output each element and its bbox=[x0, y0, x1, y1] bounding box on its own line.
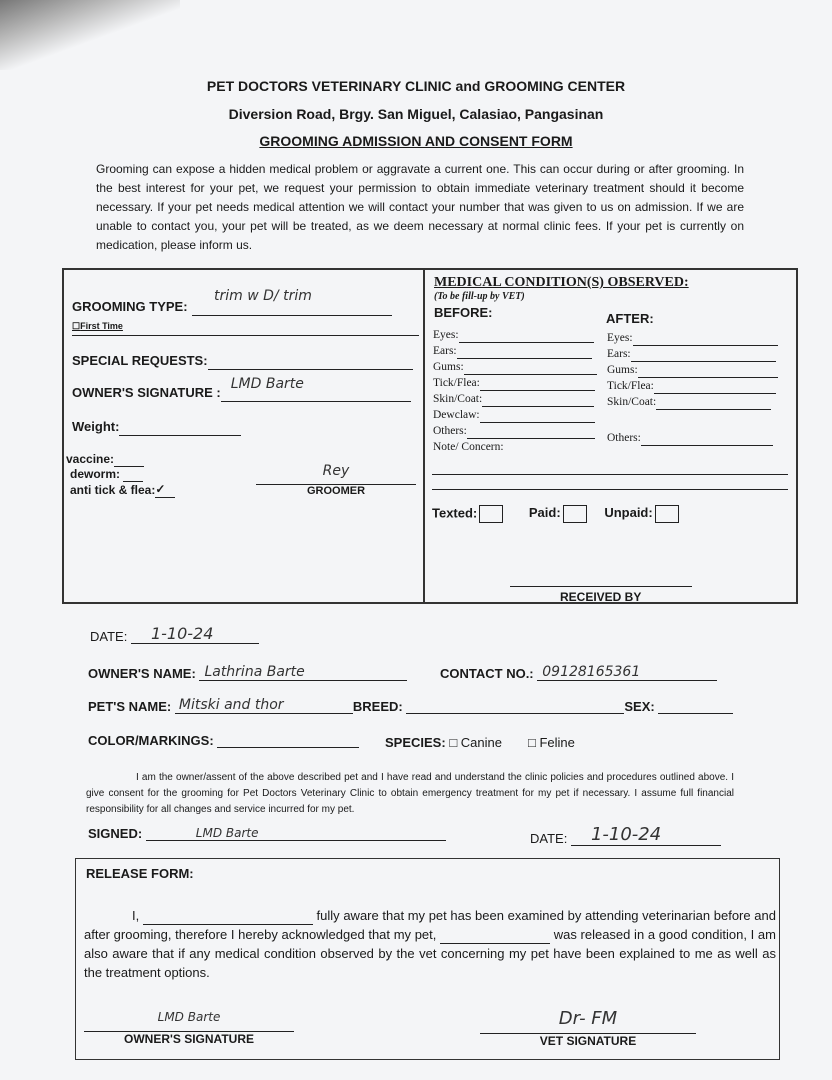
before-list bbox=[433, 327, 597, 455]
feline-checkbox[interactable]: □ Feline bbox=[527, 735, 575, 750]
owner-name-field[interactable]: OWNER'S NAME: Lathrina Barte bbox=[88, 664, 407, 681]
signed-field[interactable]: SIGNED: LMD Barte bbox=[88, 826, 446, 841]
payment-status: Texted: Paid: Unpaid: bbox=[432, 505, 679, 523]
after-others[interactable]: Others: bbox=[607, 430, 778, 446]
label: OWNER'S SIGNATURE : bbox=[72, 385, 221, 400]
after-eyes[interactable]: Eyes: bbox=[607, 330, 778, 346]
received-by-label: RECEIVED BY bbox=[560, 590, 642, 604]
before-tick[interactable]: Tick/Flea: bbox=[433, 375, 597, 391]
before-skin[interactable]: Skin/Coat: bbox=[433, 391, 597, 407]
contact-field[interactable]: CONTACT NO.: 09128165361 bbox=[440, 664, 717, 681]
species-field: SPECIES: □ Canine □ Feline bbox=[385, 735, 575, 750]
signed-date-field[interactable]: DATE: 1-10-24 bbox=[530, 824, 721, 846]
before-others[interactable]: Others: bbox=[433, 423, 597, 439]
release-title: RELEASE FORM: bbox=[86, 866, 194, 881]
release-paragraph: I, fully aware that my pet has been examined by attending veterinarian before and after grooming, therefore I hereby acknowledged that my pet, was released in a good condition, I am also aware that if any medical condition observed by the vet concerning my pet have been explained to me as well as the treatment options. bbox=[84, 908, 776, 980]
before-gums[interactable]: Gums: bbox=[433, 359, 597, 375]
after-list bbox=[607, 330, 778, 446]
deworm-field[interactable]: deworm: bbox=[66, 467, 175, 482]
pet-name-blank[interactable] bbox=[440, 943, 550, 944]
color-markings-field[interactable]: COLOR/MARKINGS: bbox=[88, 733, 359, 748]
signature: LMD Barte bbox=[230, 376, 304, 392]
divider-line bbox=[72, 335, 419, 336]
weight-field[interactable] bbox=[72, 418, 241, 436]
consent-paragraph: I am the owner/assent of the above described pet and I have read and understand the clinic policies and procedures outlined above. I give consent for the grooming for Pet Doctors Veterinary Clinic to obtain emergency treatment for my pet if necessary. I assume full financial responsibility for all changes and service incurred for my pet. bbox=[86, 772, 734, 815]
health-checks bbox=[66, 452, 175, 498]
pet-name-field[interactable]: PET'S NAME: Mitski and thor BREED: SEX: bbox=[88, 697, 733, 714]
after-ears[interactable]: Ears: bbox=[607, 346, 778, 362]
owner-name-blank[interactable] bbox=[143, 924, 313, 925]
before-dewclaw[interactable]: Dewclaw: bbox=[433, 407, 597, 423]
after-tick[interactable]: Tick/Flea: bbox=[607, 378, 778, 394]
groomer-signature[interactable]: Rey GROOMER bbox=[256, 463, 416, 497]
date-field[interactable]: DATE: 1-10-24 bbox=[90, 624, 259, 644]
owner-signature-release[interactable]: LMD Barte OWNER'S SIGNATURE bbox=[84, 1010, 294, 1046]
note-label: Note/ Concern: bbox=[433, 441, 504, 453]
texted-checkbox[interactable] bbox=[479, 505, 503, 523]
scan-shadow bbox=[0, 0, 180, 70]
intro-paragraph: Grooming can expose a hidden medical problem or aggravate a current one. This can occur during or after grooming. In the best interest for your pet, we request your permission to obtain immediate veterinary treatment should it become necessary. If your pet needs medical attention we will contact your number that was given to us on admission. If we are unable to contact you, your pet will be treated, as we deem necessary at normal clinic fees. If your pet is currently on medication, please inform us. bbox=[96, 162, 744, 252]
anti-tick-field[interactable]: anti tick & flea:✓ bbox=[66, 482, 175, 498]
clinic-name: PET DOCTORS VETERINARY CLINIC and GROOMING CENTER bbox=[206, 78, 626, 94]
before-ears[interactable]: Ears: bbox=[433, 343, 597, 359]
after-skin[interactable]: Skin/Coat: bbox=[607, 394, 778, 410]
before-eyes[interactable]: Eyes: bbox=[433, 327, 597, 343]
grooming-type-value: trim w D/ trim bbox=[214, 288, 312, 304]
special-requests-field[interactable] bbox=[72, 352, 413, 370]
owner-signature-field[interactable] bbox=[72, 376, 411, 402]
first-time-checkbox[interactable]: ☐First Time bbox=[72, 321, 123, 331]
sex-label: SEX: bbox=[624, 699, 655, 714]
unpaid-checkbox[interactable] bbox=[655, 505, 679, 523]
medical-conditions: MEDICAL CONDITION(S) OBSERVED: (To be fill-up by VET) BEFORE: AFTER: bbox=[434, 275, 689, 326]
note-line bbox=[432, 489, 788, 490]
vaccine-field[interactable]: vaccine: bbox=[66, 452, 175, 467]
received-line[interactable] bbox=[510, 586, 692, 587]
label: GROOMING TYPE: bbox=[72, 299, 188, 314]
vet-signature[interactable]: Dr- FM VET SIGNATURE bbox=[480, 1008, 696, 1048]
paid-checkbox[interactable] bbox=[563, 505, 587, 523]
clinic-address: Diversion Road, Brgy. San Miguel, Calasiao, Pangasinan bbox=[228, 106, 604, 122]
canine-checkbox[interactable]: □ Canine bbox=[449, 735, 502, 750]
divider bbox=[423, 270, 425, 603]
label: SPECIAL REQUESTS: bbox=[72, 353, 208, 368]
grooming-type-field[interactable] bbox=[72, 288, 417, 334]
after-gums[interactable]: Gums: bbox=[607, 362, 778, 378]
form-title: GROOMING ADMISSION AND CONSENT FORM bbox=[259, 133, 573, 149]
note-line bbox=[432, 474, 788, 475]
label: Weight: bbox=[72, 419, 120, 434]
